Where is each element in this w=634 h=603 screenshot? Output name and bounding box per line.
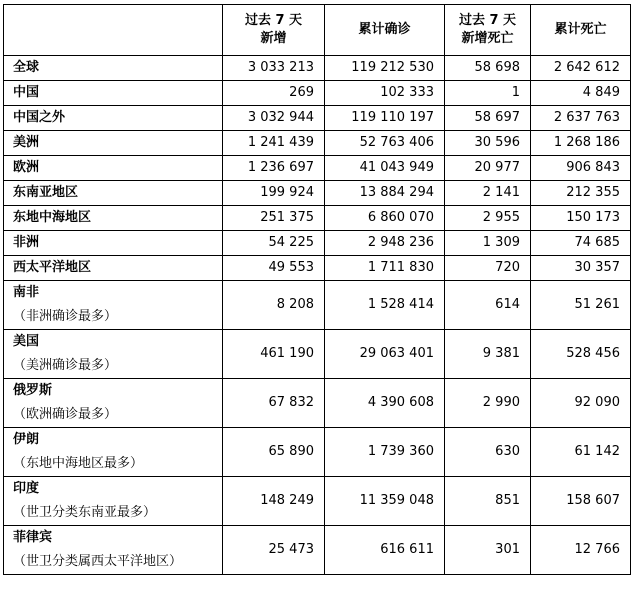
region-name: 西太平洋地区 [13,260,92,275]
region-name: 美国 [13,334,40,349]
cell-new-cases-7d: 3 033 213 [223,56,325,81]
cell-cumulative-cases: 11 359 048 [325,477,445,526]
cell-region-name [4,281,223,330]
table-row [4,477,631,526]
cell-region-name [4,106,223,131]
cell-cumulative-cases: 102 333 [325,81,445,106]
cell-cumulative-cases: 119 212 530 [325,56,445,81]
cell-region-name [4,231,223,256]
table-row [4,231,631,256]
region-note: （美洲确诊最多） [13,358,118,373]
cell-cumulative-deaths: 61 142 [531,428,631,477]
cell-new-deaths-7d: 614 [445,281,531,330]
cell-region-name [4,181,223,206]
cell-cumulative-cases: 52 763 406 [325,131,445,156]
cell-new-cases-7d: 148 249 [223,477,325,526]
cell-cumulative-deaths: 4 849 [531,81,631,106]
region-note: （非洲确诊最多） [13,309,118,324]
cell-new-deaths-7d: 2 141 [445,181,531,206]
region-name: 菲律宾 [13,530,53,545]
cell-new-cases-7d: 251 375 [223,206,325,231]
cell-new-deaths-7d: 2 955 [445,206,531,231]
cell-new-deaths-7d: 301 [445,526,531,575]
cell-cumulative-deaths: 12 766 [531,526,631,575]
cell-new-cases-7d: 54 225 [223,231,325,256]
header-new-cases-7d: 过去 7 天 新增 [223,5,325,56]
region-name: 印度 [13,481,40,496]
cell-new-deaths-7d: 630 [445,428,531,477]
cell-new-cases-7d: 25 473 [223,526,325,575]
cell-cumulative-deaths: 2 642 612 [531,56,631,81]
cell-new-deaths-7d: 720 [445,256,531,281]
cell-cumulative-deaths: 92 090 [531,379,631,428]
region-name: 中国之外 [13,110,66,125]
cell-cumulative-cases: 1 739 360 [325,428,445,477]
cell-region-name [4,526,223,575]
cell-region-name [4,81,223,106]
cell-new-deaths-7d: 20 977 [445,156,531,181]
header-region [4,5,223,56]
cell-new-deaths-7d: 58 698 [445,56,531,81]
region-name: 伊朗 [13,432,40,447]
table-row [4,526,631,575]
table-row [4,56,631,81]
cell-cumulative-cases: 41 043 949 [325,156,445,181]
region-name: 全球 [13,60,40,75]
table-row [4,106,631,131]
cell-new-cases-7d: 1 241 439 [223,131,325,156]
region-name: 俄罗斯 [13,383,53,398]
region-note: （世卫分类属西太平洋地区） [13,554,183,569]
cell-new-deaths-7d: 58 697 [445,106,531,131]
cell-new-deaths-7d: 30 596 [445,131,531,156]
cell-new-deaths-7d: 9 381 [445,330,531,379]
cell-cumulative-deaths: 51 261 [531,281,631,330]
cell-cumulative-cases: 13 884 294 [325,181,445,206]
table-row [4,256,631,281]
table-row [4,131,631,156]
cell-cumulative-cases: 616 611 [325,526,445,575]
cell-cumulative-deaths: 906 843 [531,156,631,181]
cell-cumulative-deaths: 158 607 [531,477,631,526]
cell-new-cases-7d: 49 553 [223,256,325,281]
cell-cumulative-deaths: 528 456 [531,330,631,379]
header-new-deaths-7d: 过去 7 天 新增死亡 [445,5,531,56]
cell-cumulative-deaths: 30 357 [531,256,631,281]
cell-region-name [4,330,223,379]
cell-new-cases-7d: 65 890 [223,428,325,477]
cell-region-name [4,379,223,428]
cell-cumulative-deaths: 1 268 186 [531,131,631,156]
cell-new-cases-7d: 67 832 [223,379,325,428]
region-name: 中国 [13,85,40,100]
cell-region-name [4,156,223,181]
region-name: 东地中海地区 [13,210,92,225]
cell-new-cases-7d: 3 032 944 [223,106,325,131]
region-name: 美洲 [13,135,40,150]
cell-cumulative-deaths: 74 685 [531,231,631,256]
table-row [4,330,631,379]
cell-new-deaths-7d: 1 309 [445,231,531,256]
cell-new-cases-7d: 269 [223,81,325,106]
table-row [4,181,631,206]
table-row [4,281,631,330]
cell-cumulative-cases: 29 063 401 [325,330,445,379]
cell-new-cases-7d: 8 208 [223,281,325,330]
cell-new-deaths-7d: 1 [445,81,531,106]
cell-region-name [4,256,223,281]
cell-region-name [4,477,223,526]
cell-new-deaths-7d: 2 990 [445,379,531,428]
table-row [4,379,631,428]
table-row [4,156,631,181]
table-row [4,206,631,231]
covid-stats-table [3,4,631,575]
cell-cumulative-cases: 6 860 070 [325,206,445,231]
cell-new-cases-7d: 199 924 [223,181,325,206]
header-row [4,5,631,56]
cell-region-name [4,131,223,156]
region-name: 欧洲 [13,160,40,175]
region-name: 东南亚地区 [13,185,79,200]
region-name: 非洲 [13,235,40,250]
cell-region-name [4,56,223,81]
cell-cumulative-deaths: 150 173 [531,206,631,231]
cell-cumulative-cases: 2 948 236 [325,231,445,256]
cell-region-name [4,206,223,231]
cell-cumulative-cases: 4 390 608 [325,379,445,428]
cell-region-name [4,428,223,477]
cell-new-cases-7d: 461 190 [223,330,325,379]
cell-new-cases-7d: 1 236 697 [223,156,325,181]
region-note: （欧洲确诊最多） [13,407,118,422]
cell-cumulative-cases: 119 110 197 [325,106,445,131]
table-row [4,428,631,477]
region-note: （世卫分类东南亚最多） [13,505,157,520]
cell-cumulative-cases: 1 711 830 [325,256,445,281]
cell-new-deaths-7d: 851 [445,477,531,526]
region-note: （东地中海地区最多） [13,456,144,471]
header-cumulative-deaths: 累计死亡 [531,5,631,56]
cell-cumulative-deaths: 2 637 763 [531,106,631,131]
header-cumulative-cases: 累计确诊 [325,5,445,56]
table-row [4,81,631,106]
region-name: 南非 [13,285,40,300]
cell-cumulative-cases: 1 528 414 [325,281,445,330]
cell-cumulative-deaths: 212 355 [531,181,631,206]
